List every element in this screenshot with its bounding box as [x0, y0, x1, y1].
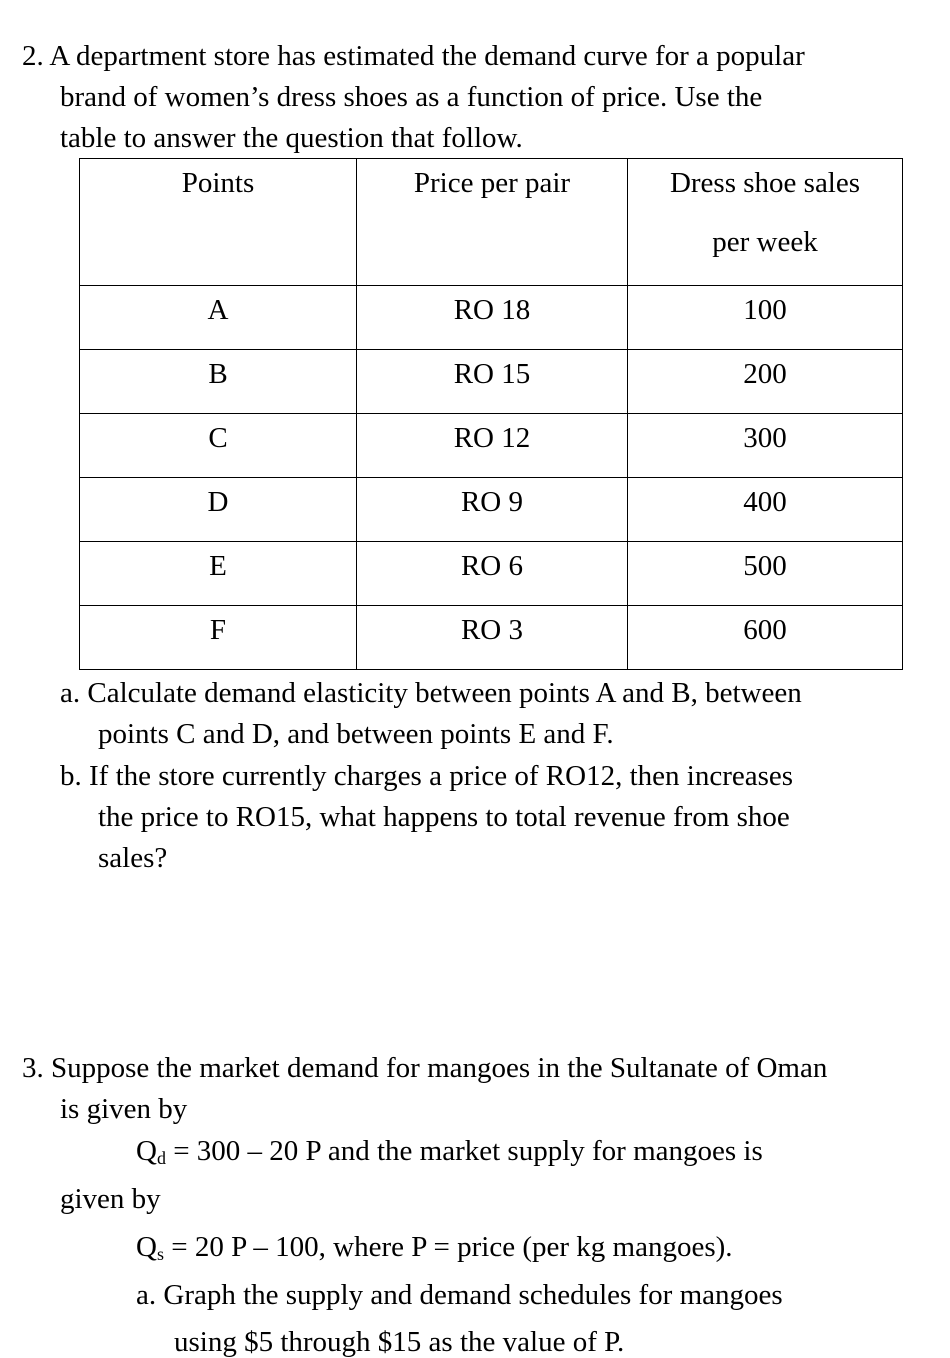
- q3a-line-2: using $5 through $15 as the value of P.: [174, 1326, 625, 1358]
- cell-sales: 500: [628, 542, 903, 606]
- cell-price: RO 9: [357, 478, 628, 542]
- table-row: [80, 542, 903, 606]
- demand-equation-text: = 300 – 20 P and the market supply for mangoes is: [165, 1135, 763, 1167]
- cell-point: E: [80, 542, 357, 606]
- qd-symbol: Q: [136, 1135, 157, 1167]
- q3-text-line-2: is given by: [60, 1093, 188, 1125]
- q2a-line-2: points C and D, and between points E and F.: [98, 718, 614, 750]
- demand-equation: [136, 1137, 763, 1166]
- cell-sales: 600: [628, 606, 903, 670]
- q3a-line-1: a. Graph the supply and demand schedules for mangoes: [136, 1279, 783, 1311]
- q2-text-line-1: 2. A department store has estimated the demand curve for a popular: [22, 40, 805, 72]
- header-price: Price per pair: [357, 159, 628, 286]
- supply-equation-text: = 20 P – 100, where P = price (per kg mangoes).: [163, 1231, 733, 1263]
- q2-text-line-3: table to answer the question that follow.: [60, 122, 523, 154]
- table-row: [80, 606, 903, 670]
- q3-text-line-1: 3. Suppose the market demand for mangoes in the Sultanate of Oman: [22, 1052, 828, 1084]
- cell-point: A: [80, 286, 357, 350]
- table-row: [80, 478, 903, 542]
- q2b-line-1: b. If the store currently charges a price of RO12, then increases: [60, 760, 794, 792]
- supply-equation: [136, 1233, 733, 1262]
- cell-point: B: [80, 350, 357, 414]
- q3-text-line-4: given by: [60, 1183, 161, 1215]
- header-points: Points: [80, 159, 357, 286]
- cell-sales: 300: [628, 414, 903, 478]
- cell-price: RO 15: [357, 350, 628, 414]
- qs-subscript: s: [156, 1244, 164, 1264]
- table-row: [80, 414, 903, 478]
- header-sales-line-2: per week: [712, 226, 818, 258]
- table-header-row: [80, 159, 903, 286]
- table-row: [80, 350, 903, 414]
- q2-text-line-2: brand of women’s dress shoes as a function of price. Use the: [60, 81, 763, 113]
- cell-price: RO 3: [357, 606, 628, 670]
- cell-point: D: [80, 478, 357, 542]
- cell-point: C: [80, 414, 357, 478]
- qd-subscript: d: [156, 1148, 166, 1168]
- q2a-line-1: a. Calculate demand elasticity between points A and B, between: [60, 677, 802, 709]
- cell-sales: 400: [628, 478, 903, 542]
- qs-symbol: Q: [136, 1231, 157, 1263]
- q2b-line-2: the price to RO15, what happens to total revenue from shoe: [98, 801, 790, 833]
- cell-price: RO 18: [357, 286, 628, 350]
- table-row: [80, 286, 903, 350]
- demand-table: [79, 158, 903, 670]
- cell-sales: 100: [628, 286, 903, 350]
- header-sales: [628, 159, 903, 286]
- cell-price: RO 6: [357, 542, 628, 606]
- cell-price: RO 12: [357, 414, 628, 478]
- cell-point: F: [80, 606, 357, 670]
- header-sales-line-1: Dress shoe sales: [669, 167, 861, 199]
- q2b-line-3: sales?: [98, 842, 168, 874]
- cell-sales: 200: [628, 350, 903, 414]
